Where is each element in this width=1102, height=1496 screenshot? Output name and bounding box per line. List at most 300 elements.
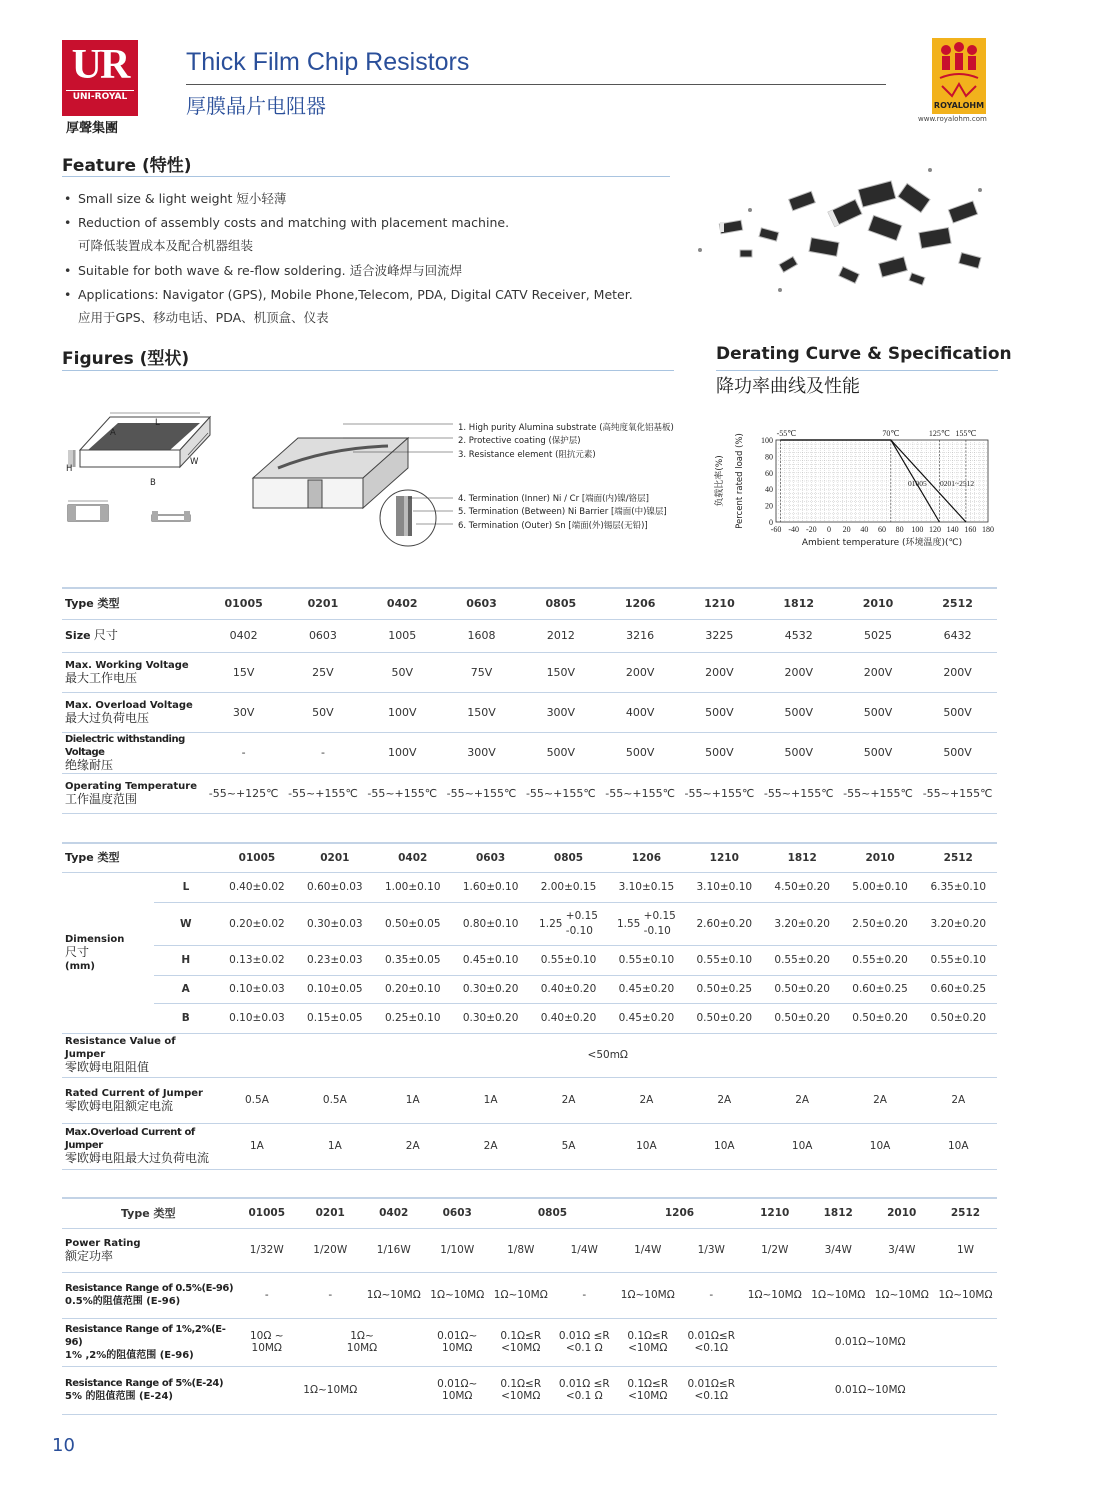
cell: 2A xyxy=(841,1077,919,1123)
cell: 500V xyxy=(680,732,759,773)
table-row xyxy=(62,652,997,692)
dim-label-b: B xyxy=(150,478,156,488)
feature-text-cn: 应用于GPS、移动电话、PDA、机顶盒、仪表 xyxy=(78,310,329,325)
type-header: Type 类型 xyxy=(62,1198,235,1228)
dim-symbol: B xyxy=(154,1003,218,1033)
title-divider xyxy=(186,84,886,85)
cell: 0.01Ω≤R <0.1Ω xyxy=(680,1366,744,1414)
cell: 2A xyxy=(919,1077,997,1123)
cell: 0.20±0.10 xyxy=(374,975,452,1003)
feature-divider xyxy=(62,176,670,177)
cell: 0.1Ω≤R <10MΩ xyxy=(616,1366,680,1414)
page-title-chinese: 厚膜晶片电阻器 xyxy=(186,94,326,118)
cell: 50V xyxy=(363,652,442,692)
cell: 2A xyxy=(685,1077,763,1123)
row-label: Size 尺寸 xyxy=(62,619,204,652)
dim-symbol: A xyxy=(154,975,218,1003)
table-row xyxy=(62,1318,997,1366)
cell: 1/16W xyxy=(362,1228,426,1272)
cell: 0.01Ω~10MΩ xyxy=(743,1366,997,1414)
derating-divider xyxy=(716,370,998,371)
cell: 2A xyxy=(763,1077,841,1123)
cell: 500V xyxy=(521,732,600,773)
cell: 3.10±0.10 xyxy=(685,872,763,902)
cell: 2.50±0.20 xyxy=(841,902,919,945)
feature-item: • Small size & light weight 短小轻薄 xyxy=(64,191,287,206)
y-tick-label: 40 xyxy=(765,485,773,495)
cell: 0.55±0.10 xyxy=(607,945,685,975)
cell: 0.01Ω~ 10MΩ xyxy=(426,1366,490,1414)
cell: 50V xyxy=(283,692,362,732)
row-label: Operating Temperature 工作温度范围 xyxy=(62,773,204,813)
cell: 10A xyxy=(685,1123,763,1169)
cell: 0.1Ω≤R <10MΩ xyxy=(616,1318,680,1366)
cell: 1005 xyxy=(363,619,442,652)
type-col: 0603 xyxy=(426,1198,490,1228)
cell: 5A xyxy=(530,1123,608,1169)
cell: 500V xyxy=(918,692,997,732)
row-label: Resistance Range of 5%(E-24) 5% 的阻值范围 (E-24) xyxy=(62,1366,235,1414)
type-col: 2512 xyxy=(918,588,997,619)
dim-symbol: H xyxy=(154,945,218,975)
cell: 3216 xyxy=(600,619,679,652)
cell: 0.10±0.05 xyxy=(296,975,374,1003)
cell: 0.50±0.05 xyxy=(374,902,452,945)
cell: 100V xyxy=(363,692,442,732)
type-col: 1812 xyxy=(763,843,841,872)
cell: 4.50±0.20 xyxy=(763,872,841,902)
dim-label-a: A xyxy=(110,428,116,438)
row-label: Rated Current of Jumper 零欧姆电阻额定电流 xyxy=(62,1077,218,1123)
royalohm-emblem-icon xyxy=(932,38,986,102)
cell: 1/10W xyxy=(426,1228,490,1272)
dimension-label: Dimension 尺寸 (mm) xyxy=(62,872,154,1033)
table-row xyxy=(62,902,997,945)
y-axis-label-chinese: 负载比率(%) xyxy=(715,455,725,507)
x-tick-label: 120 xyxy=(929,525,941,534)
y-tick-label: 60 xyxy=(765,468,773,478)
cell: 10A xyxy=(841,1123,919,1169)
cell: 75V xyxy=(442,652,521,692)
type-col: 01005 xyxy=(204,588,283,619)
cell: 0.01Ω ≤R <0.1 Ω xyxy=(553,1318,617,1366)
uniroyal-logo xyxy=(62,40,138,116)
cell: - xyxy=(553,1272,617,1318)
cell: 0.40±0.20 xyxy=(530,975,608,1003)
cell: 0.5A xyxy=(296,1077,374,1123)
cell: 2.00±0.15 xyxy=(530,872,608,902)
type-col: 0402 xyxy=(363,588,442,619)
top-temp-label: 125℃ xyxy=(928,429,950,438)
callout-5: 5. Termination (Between) Ni Barrier [端面(中)镍层] xyxy=(458,507,667,517)
cell: 0.45±0.20 xyxy=(607,1003,685,1033)
callout-4: 4. Termination (Inner) Ni / Cr [端面(内)镍/铬层] xyxy=(458,494,649,504)
cell: 0.50±0.20 xyxy=(763,1003,841,1033)
x-axis-label: Ambient temperature (环境温度)(℃) xyxy=(801,538,963,548)
series-label: 01005 xyxy=(907,478,927,488)
cell: - xyxy=(299,1272,363,1318)
feature-text: Applications: Navigator (GPS), Mobile Phone,Telecom, PDA, Digital CATV Receiver, Meter. xyxy=(78,287,633,302)
callout-1: 1. High purity Alumina substrate (高纯度氧化铝基板) xyxy=(458,423,674,433)
cell: 0603 xyxy=(283,619,362,652)
callout-2: 2. Protective coating (保护层) xyxy=(458,436,581,446)
cell: 6432 xyxy=(918,619,997,652)
cell: 1Ω~10MΩ xyxy=(743,1272,807,1318)
cell: 200V xyxy=(680,652,759,692)
feature-text: Small size & light weight 短小轻薄 xyxy=(78,191,287,206)
cell: 1/3W xyxy=(680,1228,744,1272)
derating-chart xyxy=(700,418,1000,558)
x-tick-label: 160 xyxy=(964,525,977,534)
feature-item: • Reduction of assembly costs and matching with placement machine. 可降低装置成本及配合机器组装 xyxy=(64,215,510,253)
cell: 2A xyxy=(374,1123,452,1169)
cell: 300V xyxy=(521,692,600,732)
type-col: 0805 xyxy=(489,1198,616,1228)
table-row xyxy=(62,975,997,1003)
cell: 0.23±0.03 xyxy=(296,945,374,975)
x-tick-label: 60 xyxy=(878,525,886,534)
row-label: Max. Overload Voltage 最大过负荷电压 xyxy=(62,692,204,732)
cell: 1/20W xyxy=(299,1228,363,1272)
type-col: 1206 xyxy=(607,843,685,872)
cell: 1.55 +0.15 -0.10 xyxy=(607,902,685,945)
logo-ur-chinese: 厚聲集團 xyxy=(66,121,119,136)
table-row xyxy=(62,945,997,975)
cell: 3/4W xyxy=(870,1228,934,1272)
cell: 1Ω~10MΩ xyxy=(235,1366,426,1414)
type-col: 2010 xyxy=(841,843,919,872)
cell: 1A xyxy=(296,1123,374,1169)
cell: 0.50±0.20 xyxy=(919,1003,997,1033)
cell: 0.01Ω≤R <0.1Ω xyxy=(680,1318,744,1366)
cell: 0.1Ω≤R <10MΩ xyxy=(489,1318,553,1366)
cell: 3.20±0.20 xyxy=(763,902,841,945)
feature-item: • Applications: Navigator (GPS), Mobile Phone,Telecom, PDA, Digital CATV Receiver, Meter. 应用于GPS、移动电话、PDA、机顶盒、仪表 xyxy=(64,287,633,325)
row-label: Resistance Value of Jumper 零欧姆电阻阻值 xyxy=(62,1033,218,1077)
cell: 0.30±0.20 xyxy=(452,975,530,1003)
cell: 1.60±0.10 xyxy=(452,872,530,902)
cell: 4532 xyxy=(759,619,838,652)
logo-ur-text: UR xyxy=(71,42,129,88)
cell: 500V xyxy=(838,692,917,732)
resistor-dimension-drawing xyxy=(60,405,220,530)
x-tick-label: -40 xyxy=(788,525,800,534)
cell: 0.50±0.20 xyxy=(841,1003,919,1033)
type-col: 0201 xyxy=(299,1198,363,1228)
cell: 10A xyxy=(607,1123,685,1169)
table-row xyxy=(62,1033,997,1077)
cell: 5025 xyxy=(838,619,917,652)
cell: 0.35±0.05 xyxy=(374,945,452,975)
resistor-cross-section-drawing xyxy=(248,418,458,553)
cell: 0.50±0.20 xyxy=(685,1003,763,1033)
table-header-row xyxy=(62,588,997,619)
x-tick-label: 20 xyxy=(842,525,851,534)
row-label: Dielectric withstanding Voltage 绝缘耐压 xyxy=(62,732,204,773)
dim-label-l: L xyxy=(155,418,160,428)
cell: 10A xyxy=(919,1123,997,1169)
cell: 1Ω~10MΩ xyxy=(362,1272,426,1318)
callout-3: 3. Resistance element (阻抗元素) xyxy=(458,450,596,460)
cell: 0.40±0.02 xyxy=(218,872,296,902)
figures-divider xyxy=(62,370,674,371)
cell: -55~+155℃ xyxy=(918,773,997,813)
cell: -55~+155℃ xyxy=(521,773,600,813)
cell: 0.30±0.03 xyxy=(296,902,374,945)
cell: 0.25±0.10 xyxy=(374,1003,452,1033)
cell: 0.45±0.20 xyxy=(607,975,685,1003)
cell: 15V xyxy=(204,652,283,692)
series-label: 0201~2512 xyxy=(940,478,975,488)
feature-item: • Suitable for both wave & re-flow soldering. 适合波峰焊与回流焊 xyxy=(64,263,463,278)
cell: 0.15±0.05 xyxy=(296,1003,374,1033)
type-col: 1210 xyxy=(680,588,759,619)
cell: 150V xyxy=(442,692,521,732)
cell: -55~+155℃ xyxy=(600,773,679,813)
type-col: 1812 xyxy=(759,588,838,619)
cell: 3225 xyxy=(680,619,759,652)
cell: 0.45±0.10 xyxy=(452,945,530,975)
cell: 1608 xyxy=(442,619,521,652)
y-tick-label: 80 xyxy=(765,452,773,462)
royalohm-text: ROYALOHM xyxy=(933,101,985,110)
cell: 0.10±0.03 xyxy=(218,1003,296,1033)
cell: -55~+155℃ xyxy=(363,773,442,813)
cell: 0.1Ω≤R <10MΩ xyxy=(489,1366,553,1414)
table-row xyxy=(62,619,997,652)
cell: 500V xyxy=(838,732,917,773)
y-tick-label: 20 xyxy=(765,501,773,511)
type-col: 01005 xyxy=(218,843,296,872)
table-header-row xyxy=(62,843,997,872)
cell: -55~+155℃ xyxy=(759,773,838,813)
cell: 0.60±0.03 xyxy=(296,872,374,902)
royalohm-url: www.royalohm.com xyxy=(918,115,987,123)
cell: -55~+125℃ xyxy=(204,773,283,813)
table-row xyxy=(62,773,997,813)
x-tick-label: 0 xyxy=(827,525,831,534)
cell: 0.13±0.02 xyxy=(218,945,296,975)
cell: 0.60±0.25 xyxy=(919,975,997,1003)
cell: 1/32W xyxy=(235,1228,299,1272)
page-number: 10 xyxy=(52,1435,75,1456)
cell: 0.01Ω ≤R <0.1 Ω xyxy=(553,1366,617,1414)
x-tick-label: 140 xyxy=(946,525,959,534)
cell: 0.55±0.10 xyxy=(530,945,608,975)
cell: 1/4W xyxy=(616,1228,680,1272)
cell: 200V xyxy=(838,652,917,692)
chip-resistors-photo xyxy=(680,160,1000,310)
spec-table-2 xyxy=(62,842,997,1170)
cell: 0.10±0.03 xyxy=(218,975,296,1003)
cell: 6.35±0.10 xyxy=(919,872,997,902)
cell: 2.60±0.20 xyxy=(685,902,763,945)
cell: 1A xyxy=(374,1077,452,1123)
cell: 10A xyxy=(763,1123,841,1169)
cell: - xyxy=(204,732,283,773)
type-col: 0201 xyxy=(283,588,362,619)
cell: 1Ω~10MΩ xyxy=(870,1272,934,1318)
cell: 0.55±0.10 xyxy=(685,945,763,975)
cell: 500V xyxy=(680,692,759,732)
cell: 200V xyxy=(918,652,997,692)
cell: 500V xyxy=(600,732,679,773)
cell: - xyxy=(235,1272,299,1318)
cell: - xyxy=(283,732,362,773)
cell: 0.55±0.10 xyxy=(919,945,997,975)
cell: <50mΩ xyxy=(218,1033,997,1077)
top-temp-label: 70℃ xyxy=(882,429,900,438)
callout-6: 6. Termination (Outer) Sn [端面(外)锡层(无铅)] xyxy=(458,521,648,531)
feature-text: Suitable for both wave & re-flow soldering. 适合波峰焊与回流焊 xyxy=(78,263,463,278)
x-tick-label: 100 xyxy=(911,525,924,534)
feature-text: Reduction of assembly costs and matching with placement machine. xyxy=(78,215,510,230)
type-col: 2010 xyxy=(838,588,917,619)
type-col: 2512 xyxy=(934,1198,998,1228)
cell: 500V xyxy=(759,692,838,732)
cell: 200V xyxy=(759,652,838,692)
table-row xyxy=(62,1077,997,1123)
cell: 1Ω~ 10MΩ xyxy=(299,1318,426,1366)
cell: 0.50±0.20 xyxy=(763,975,841,1003)
row-label: Max. Working Voltage 最大工作电压 xyxy=(62,652,204,692)
cell: 1Ω~10MΩ xyxy=(426,1272,490,1318)
figures-heading: Figures (型状) xyxy=(62,349,190,369)
cell: 1Ω~10MΩ xyxy=(934,1272,998,1318)
type-header: Type 类型 xyxy=(62,843,218,872)
cell: 0.20±0.02 xyxy=(218,902,296,945)
spec-table-1 xyxy=(62,587,997,814)
cell: 2012 xyxy=(521,619,600,652)
cell: 0.01Ω~10MΩ xyxy=(743,1318,997,1366)
dim-symbol: L xyxy=(154,872,218,902)
top-temp-label: 155℃ xyxy=(955,429,977,438)
table-row xyxy=(62,692,997,732)
type-col: 0402 xyxy=(362,1198,426,1228)
cell: 3.10±0.15 xyxy=(607,872,685,902)
x-tick-label: 40 xyxy=(860,525,869,534)
type-col: 2512 xyxy=(919,843,997,872)
type-col: 1210 xyxy=(743,1198,807,1228)
cell: 1/2W xyxy=(743,1228,807,1272)
cell: 500V xyxy=(759,732,838,773)
dim-label-w: W xyxy=(190,457,199,467)
y-tick-label: 100 xyxy=(761,436,773,445)
cell: 1Ω~10MΩ xyxy=(616,1272,680,1318)
x-tick-label: 180 xyxy=(982,525,994,534)
type-col: 0201 xyxy=(296,843,374,872)
cell: 0.80±0.10 xyxy=(452,902,530,945)
cell: 1.25 +0.15 -0.10 xyxy=(530,902,608,945)
y-tick-label: 0 xyxy=(769,518,773,527)
cell: 30V xyxy=(204,692,283,732)
type-col: 1812 xyxy=(807,1198,871,1228)
cell: 1.00±0.10 xyxy=(374,872,452,902)
derating-heading-chinese: 降功率曲线及性能 xyxy=(716,376,860,397)
cell: -55~+155℃ xyxy=(838,773,917,813)
cell: -55~+155℃ xyxy=(283,773,362,813)
type-col: 01005 xyxy=(235,1198,299,1228)
cell: 3/4W xyxy=(807,1228,871,1272)
cell: 0.50±0.25 xyxy=(685,975,763,1003)
cell: 150V xyxy=(521,652,600,692)
type-col: 0603 xyxy=(452,843,530,872)
cell: 5.00±0.10 xyxy=(841,872,919,902)
cell: 1Ω~10MΩ xyxy=(807,1272,871,1318)
dim-symbol: W xyxy=(154,902,218,945)
derating-heading: Derating Curve & Specification xyxy=(716,344,1012,364)
cell: 0.30±0.20 xyxy=(452,1003,530,1033)
x-tick-label: 80 xyxy=(895,525,904,534)
cell: 0.01Ω~ 10MΩ xyxy=(426,1318,490,1366)
cell: 500V xyxy=(918,732,997,773)
type-col: 1206 xyxy=(600,588,679,619)
cell: -55~+155℃ xyxy=(442,773,521,813)
cell: 2A xyxy=(452,1123,530,1169)
row-label: Power Rating 额定功率 xyxy=(62,1228,235,1272)
cell: 25V xyxy=(283,652,362,692)
row-label: Max.Overload Current of Jumper 零欧姆电阻最大过负荷电流 xyxy=(62,1123,218,1169)
type-col: 0805 xyxy=(521,588,600,619)
logo-ur-sub: UNI-ROYAL xyxy=(66,90,134,103)
cell: 300V xyxy=(442,732,521,773)
row-label: Resistance Range of 1%,2%(E-96) 1% ,2%的阻值范围 (E-96) xyxy=(62,1318,235,1366)
cell: 0.55±0.20 xyxy=(841,945,919,975)
cell: 0.55±0.20 xyxy=(763,945,841,975)
cell: 1W xyxy=(934,1228,998,1272)
cell: 1/8W xyxy=(489,1228,553,1272)
cell: 0.60±0.25 xyxy=(841,975,919,1003)
cell: -55~+155℃ xyxy=(680,773,759,813)
cell: - xyxy=(680,1272,744,1318)
type-col: 0805 xyxy=(530,843,608,872)
type-col: 1210 xyxy=(685,843,763,872)
type-col: 0402 xyxy=(374,843,452,872)
top-temp-label: -55℃ xyxy=(776,429,797,438)
table-row xyxy=(62,1366,997,1414)
type-col: 1206 xyxy=(616,1198,743,1228)
table-row xyxy=(62,1272,997,1318)
cell: 0402 xyxy=(204,619,283,652)
y-axis-label: Percent rated load (%) xyxy=(735,433,745,529)
cell: 0.5A xyxy=(218,1077,296,1123)
type-col: 2010 xyxy=(870,1198,934,1228)
type-col: 0603 xyxy=(442,588,521,619)
cell: 0.40±0.20 xyxy=(530,1003,608,1033)
feature-text-cn: 可降低装置成本及配合机器组装 xyxy=(78,238,254,253)
cell: 1A xyxy=(218,1123,296,1169)
dim-label-h: H xyxy=(66,464,73,474)
cell: 1Ω~10MΩ xyxy=(489,1272,553,1318)
x-tick-label: -60 xyxy=(770,525,782,534)
x-tick-label: -20 xyxy=(805,525,817,534)
cell: 3.20±0.20 xyxy=(919,902,997,945)
spec-table-3 xyxy=(62,1197,997,1415)
row-label: Resistance Range of 0.5%(E-96) 0.5%的阻值范围 (E-96) xyxy=(62,1272,235,1318)
table-row xyxy=(62,1123,997,1169)
table-row xyxy=(62,1003,997,1033)
table-row xyxy=(62,1228,997,1272)
type-header: Type 类型 xyxy=(62,588,204,619)
cell: 1A xyxy=(452,1077,530,1123)
table-row xyxy=(62,872,997,902)
page-title: Thick Film Chip Resistors xyxy=(186,48,470,76)
table-row xyxy=(62,732,997,773)
cell: 2A xyxy=(607,1077,685,1123)
feature-heading: Feature (特性) xyxy=(62,156,192,176)
cell: 100V xyxy=(363,732,442,773)
cell: 2A xyxy=(530,1077,608,1123)
